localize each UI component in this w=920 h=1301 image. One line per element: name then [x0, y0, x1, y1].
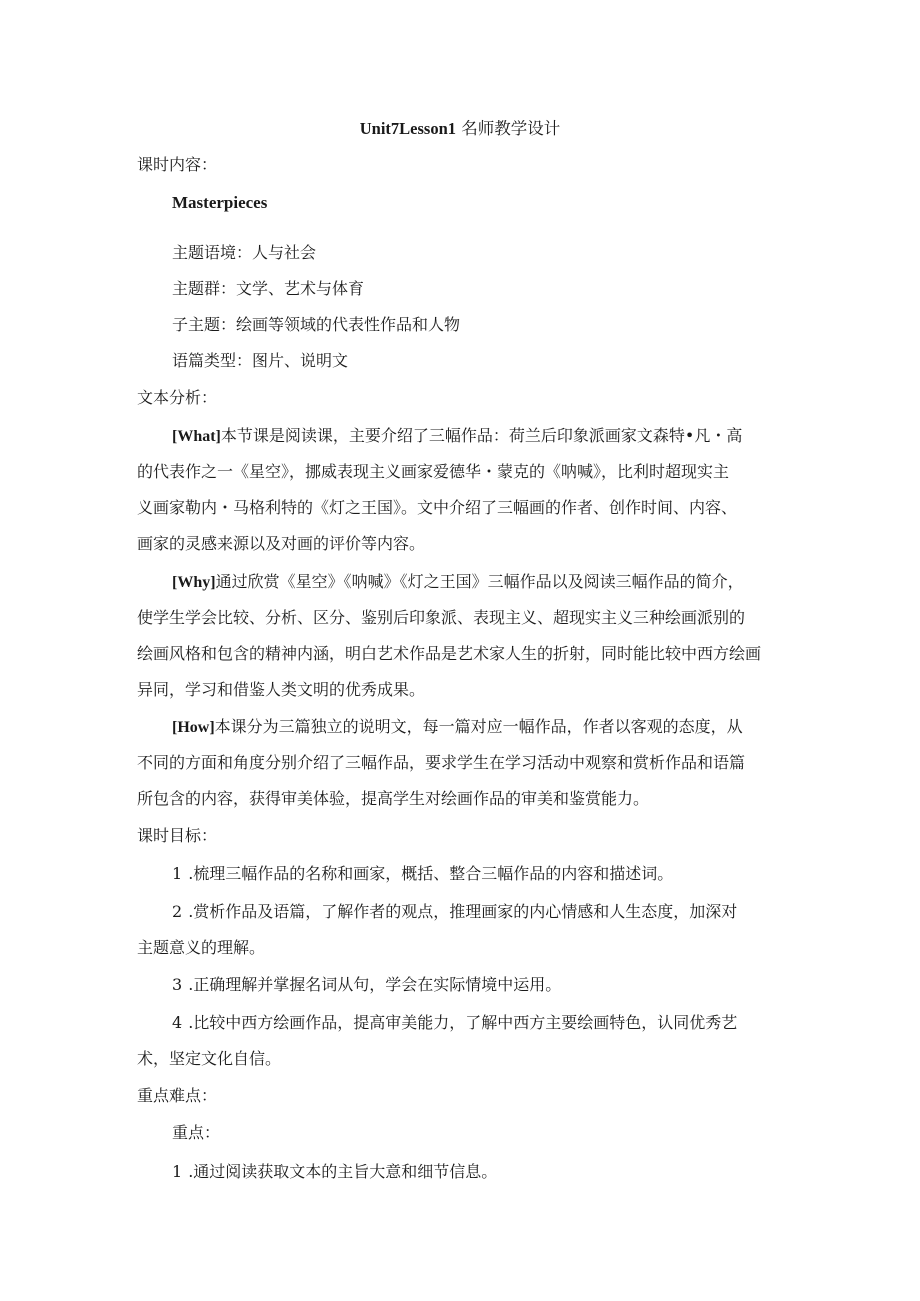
title-cn: 名师教学设计: [461, 119, 561, 138]
why-line-2: 使学生学会比较、分析、区分、鉴别后印象派、表现主义、超现实主义三种绘画派别的: [137, 608, 746, 627]
what-line-4: 画家的灵感来源以及对画的评价等内容。: [137, 534, 426, 553]
why-line-3: 绘画风格和包含的精神内涵，明白艺术作品是艺术家人生的折射，同时能比较中西方绘画: [137, 644, 762, 663]
title-latin: Unit7Lesson1: [359, 119, 457, 138]
theme-group-line: 主题群：文学、艺术与体育: [172, 279, 365, 298]
goal-item-2-cont: 主题意义的理解。: [137, 938, 266, 957]
what-line-1: [What]本节课是阅读课，主要介绍了三幅作品：荷兰后印象派画家文森特•凡・高: [172, 426, 743, 445]
goals-heading: 课时目标：: [137, 826, 218, 845]
goal-item-4-cont: 术，坚定文化自信。: [137, 1049, 282, 1068]
content-heading: 课时内容：: [137, 155, 218, 174]
how-tag: [How]: [172, 719, 215, 736]
keypoints-heading: 重点难点：: [137, 1086, 218, 1105]
sub-theme-line: 子主题：绘画等领域的代表性作品和人物: [172, 315, 461, 334]
goal-item-1: 1 .梳理三幅作品的名称和画家，概括、整合三幅作品的内容和描述词。: [172, 864, 674, 883]
how-line-1: [How]本课分为三篇独立的说明文，每一篇对应一幅作品，作者以客观的态度，从: [172, 717, 743, 736]
keypoint-item-1: 1 .通过阅读获取文本的主旨大意和细节信息。: [172, 1162, 498, 1181]
page-title: [0, 118, 920, 140]
why-tag: [Why]: [172, 574, 216, 591]
what-line-3: 义画家勒内・马格利特的《灯之王国》。文中介绍了三幅画的作者、创作时间、内容、: [137, 498, 738, 517]
goal-item-3: 3 .正确理解并掌握名词从句，学会在实际情境中运用。: [172, 975, 562, 994]
why-line-4: 异同，学习和借鉴人类文明的优秀成果。: [137, 680, 426, 699]
analysis-heading: 文本分析：: [137, 388, 218, 407]
context-line: 主题语境：人与社会: [172, 243, 317, 262]
what-tag: [What]: [172, 428, 221, 445]
what-line-2: 的代表作之一《星空》，挪威表现主义画家爱德华・蒙克的《呐喊》，比利时超现实主: [137, 462, 730, 481]
why-line-1: [Why]通过欣赏《星空》《呐喊》《灯之王国》三幅作品以及阅读三幅作品的简介，: [172, 572, 744, 591]
keypoint-label: 重点：: [172, 1123, 221, 1142]
goal-item-2: 2 .赏析作品及语篇，了解作者的观点，推理画家的内心情感和人生态度，加深对: [172, 902, 738, 921]
how-line-2: 不同的方面和角度分别介绍了三幅作品，要求学生在学习活动中观察和赏析作品和语篇: [137, 753, 746, 772]
how-line-3: 所包含的内容，获得审美体验，提高学生对绘画作品的审美和鉴赏能力。: [137, 789, 650, 808]
text-type-line: 语篇类型：图片、说明文: [172, 351, 349, 370]
lesson-name: Masterpieces: [172, 193, 268, 212]
goal-item-4: 4 .比较中西方绘画作品，提高审美能力，了解中西方主要绘画特色，认同优秀艺: [172, 1013, 738, 1032]
